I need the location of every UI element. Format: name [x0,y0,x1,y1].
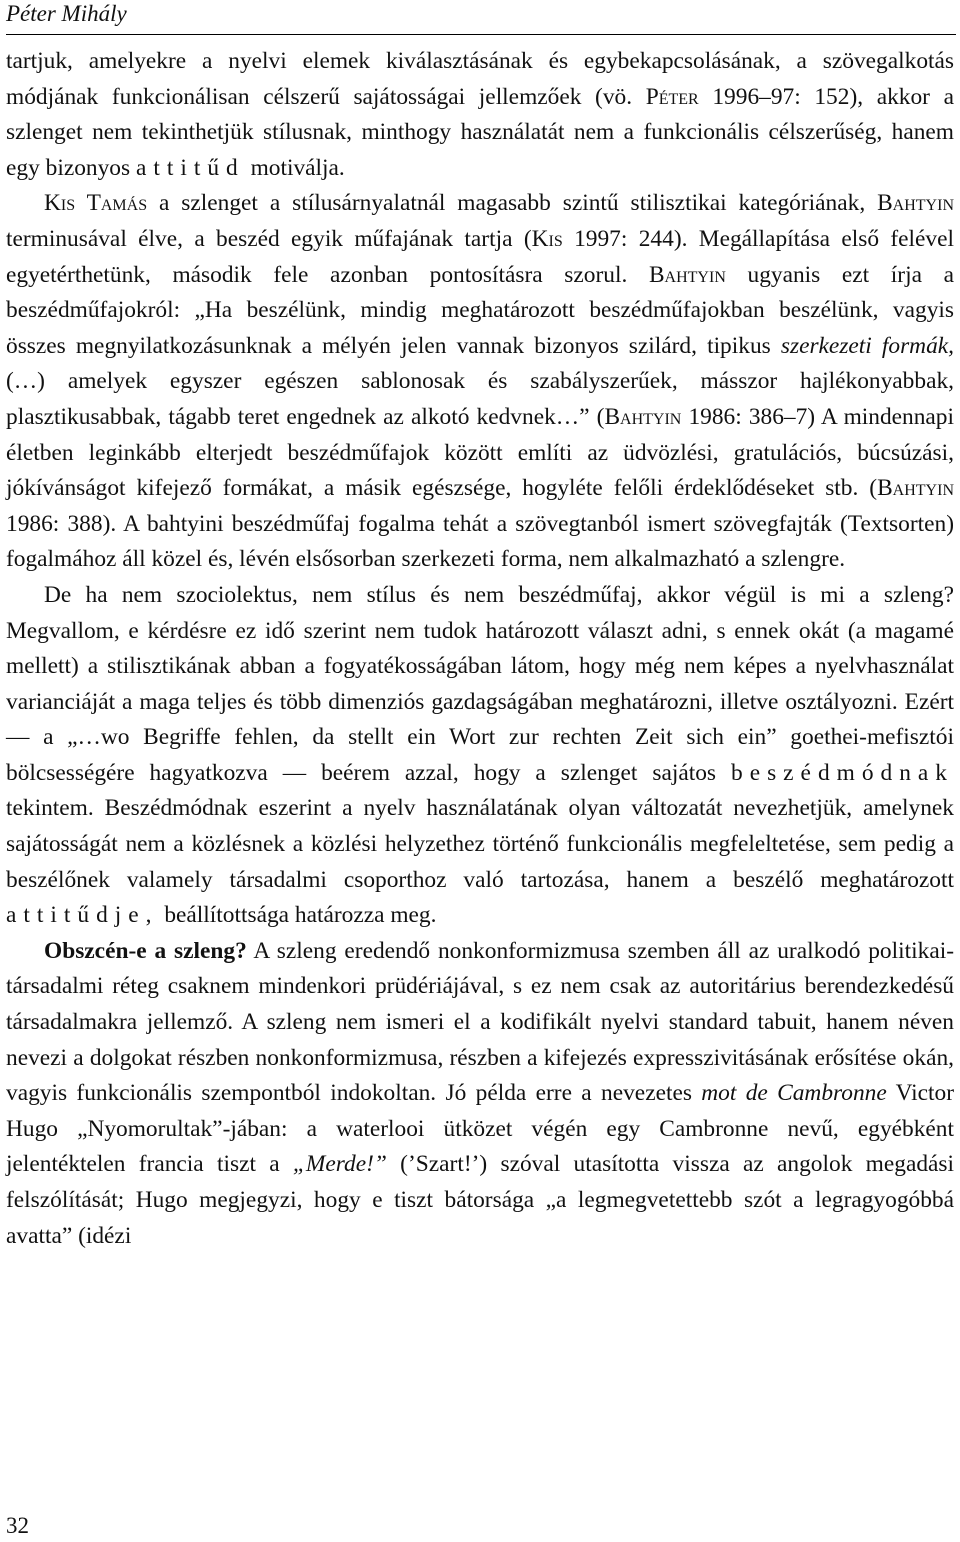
text-run: (’Szart!’) szóval utasította vissza az angolok megadási felszólítását; Hugo megjegyzi, hogy e tiszt bátorsága „a legmegvetettebb szót a legragyogóbbá avatta” (idézi [6,1151,955,1249]
text-run: 1986: 388). A bahtyini beszédműfaj fogalma tehát a szövegtanból ismert szövegfajták (Textsorten) fogalmához áll közel és, lévén elsősorban szerkezeti forma, nem alkalmazható a szlengre. [6,510,954,573]
italic-term: szerkezeti formák, [780,332,955,359]
text-run: 1986: 386–7) A mindennapi életben leginkább elterjedt beszédműfajok között említi az üdvözlési, gratulációs, búcsúzási, jókívánságot kifejező formákat, a másik egészsége, hogyléte felőli érdeklődéseket stb. ( [6,403,955,502]
author-name: Péter [645,83,699,110]
italic-term: „Merde!” [292,1151,387,1178]
text-run: a szlenget a stílusárnyalatnál magasabb szintű stilisztikai kategóriának, [147,190,878,217]
text-run: tartjuk, amelyekre a nyelvi elemek kiválasztásának és egybekapcsolásának, a szövegalkotás módjának funkcionálisan célszerű sajátosságai jellemzőek (vö. [6,48,954,110]
paragraph-4 [6,934,954,1254]
running-header [6,0,956,35]
running-header-author: Péter Mihály [6,1,127,26]
text-run: 1996–97: 152), akkor a szlenget nem tekinthetjük stílusnak, minthogy használatát nem a funkcionális célszerűség, hanem egy bizonyos [6,83,954,181]
text-run: A szleng eredendő nonkonformizmusa szemben áll az uralkodó politikai-társadalmi réteg csaknem mindenkori prüdériájával, s ez nem csak az autoritárius berendezkedésű társadalmakra jellemző. A szleng nem ismeri el a kodifikált nyelvi standard tabuit, hanem néven nevezi a dolgokat részben nonkonformizmusa, részben a kifejezés expresszivitásának erősítése okán, vagyis funkcionális szempontból indokoltan. Jó példa erre a nevezetes [6,937,954,1107]
section-heading: Obszcén-e a szleng? [44,937,247,964]
page-number: 32 [6,1513,29,1538]
text-run: (…) amelyek egyszer egészen sablonosak és szabályszerűek, másszor hajlékonyabbak, plasztikusabbak, tágabb teret engednek az alkotó kedvnek…” ( [6,368,954,430]
author-name: Kis Tamás [44,190,148,217]
italic-term: mot de Cambronne [701,1080,887,1107]
text-run: 1997: 244). Megállapítása első felével egyetérthetünk, második fele azonban pontosításra szorul. [6,225,955,288]
paragraph-1 [6,44,954,186]
author-name: Kis [531,225,563,252]
author-name: Bahtyin [648,261,726,288]
text-run: motiválja. [244,154,345,181]
text-run: tekintem. Beszédmódnak eszerint a nyelv használatának olyan változatát nevezhetjük, amelynek sajátosságát nem a közlésnek a közlési helyzethez történő funkcionális megfeleltetése, sem pedig a beszélőnek valamely társadalmi csoporthoz való tartozása, hanem a beszélő meghatározott [6,795,954,893]
spaced-emphasis: attitűd [135,154,245,181]
body-text [6,44,954,1254]
text-run: De ha nem szociolektus, nem stílus és nem beszédműfaj, akkor végül is mi a szleng? Megvallom, e kérdésre ez idő szerint nem tudok határozott választ adni, s ennek okát (a magamé mellett) a stilisztikának abban a fogyatékosságában látom, hogy még nem képes a nyelvhasználat varianciáját a maga teljes és több dimenziós gazdagságában meghatározni, illetve osztályozni. Ezért — a „…wo Begriffe fehlen, da stellt ein Wort zur rechten Zeit sich ein” goethei-mefisztói bölcsességére hagyatkozva — beérem azzal, hogy a szlenget sajátos [6,581,954,786]
spaced-emphasis: beszédmódnak [731,759,954,786]
author-name: Bahtyin [877,475,954,502]
paragraph-2 [6,186,954,578]
text-run: terminusával élve, a beszéd egyik műfajának tartja ( [6,225,532,252]
author-name: Bahtyin [877,190,954,217]
text-run: beállítottsága határozza meg. [158,902,437,929]
author-name: Bahtyin [604,403,682,430]
text-run: Victor Hugo „Nyomorultak”-jában: a waterlooi ütközet végén egy Cambronne nevű, egyébként jelentéktelen francia tiszt a [6,1080,954,1178]
paragraph-3 [6,578,954,934]
text-run: ugyanis ezt írja a beszédműfajokról: „Ha beszélünk, mindig meghatározott beszédműfajokban beszélünk, vagyis összes megnyilatkozásunknak a mélyén jelen vannak bizonyos szilárd, tipikus [6,261,954,359]
spaced-emphasis: attitűdje, [6,902,159,929]
